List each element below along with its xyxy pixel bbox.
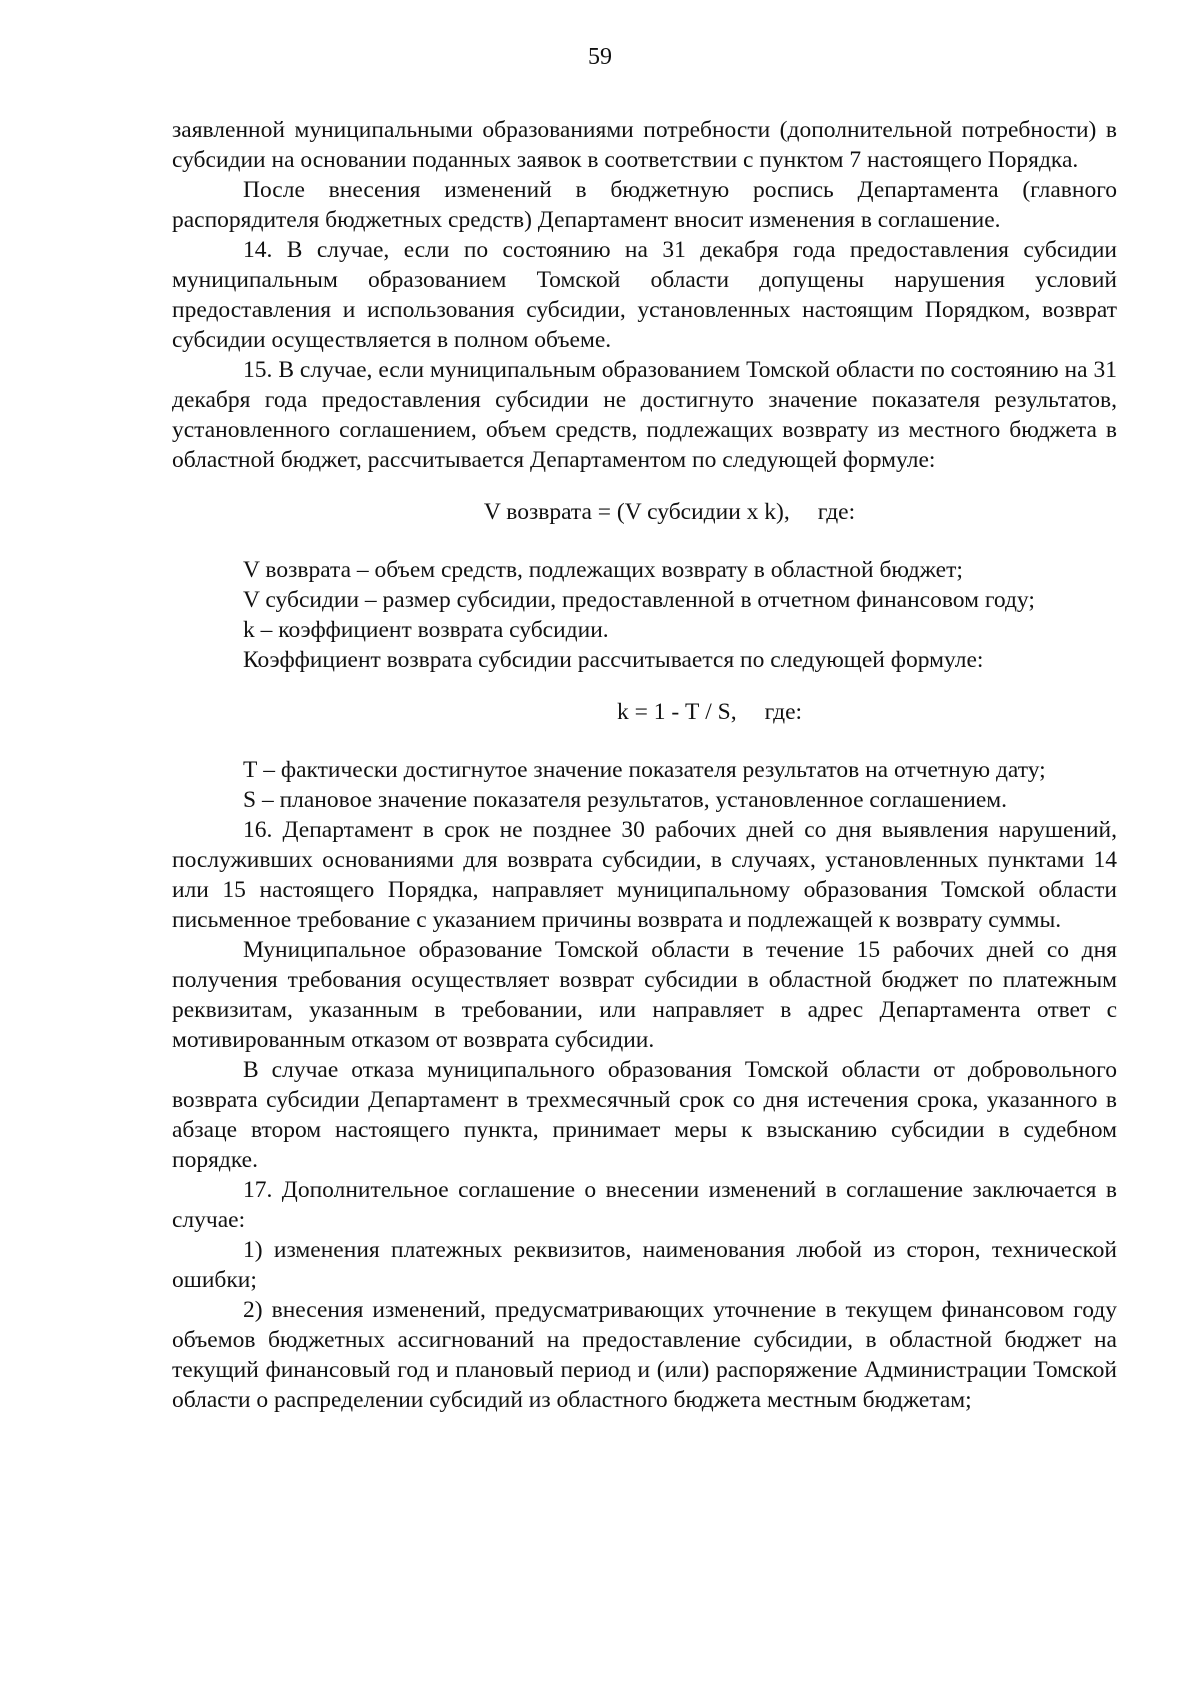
formula-return-coefficient xyxy=(172,675,1117,755)
formula-definition: V возврата – объем средств, подлежащих возврату в областной бюджет; xyxy=(243,557,963,583)
list-item: 1) изменения платежных реквизитов, наименования любой из сторон, технической ошибки; xyxy=(172,1237,1117,1293)
formula-where-label: где: xyxy=(817,499,856,525)
paragraph-item-14: 14. В случае, если по состоянию на 31 декабря года предоставления субсидии муниципальным образованием Томской области допущены нарушения условий предоставления и использования субсидии, установленных настоящим Порядком, возврат субсидии осуществляется в полном объеме. xyxy=(172,237,1117,353)
formula-definition: V субсидии – размер субсидии, предоставленной в отчетном финансовом году; xyxy=(243,587,1035,613)
paragraph: Муниципальное образование Томской области в течение 15 рабочих дней со дня получения требования осуществляет возврат субсидии в областной бюджет по платежным реквизитам, указанным в требовании, или направляет в адрес Департамента ответ с мотивированным отказом от возврата субсидии. xyxy=(172,937,1117,1053)
page-number: 59 xyxy=(588,44,612,70)
formula-definition: S – плановое значение показателя результатов, установленное соглашением. xyxy=(243,787,1008,813)
paragraph-continuation: заявленной муниципальными образованиями потребности (дополнительной потребности) в субсидии на основании поданных заявок в соответствии с пунктом 7 настоящего Порядка. xyxy=(172,117,1117,173)
paragraph-item-15: 15. В случае, если муниципальным образованием Томской области по состоянию на 31 декабря года предоставления субсидии не достигнуто значение показателя результатов, установленного соглашением, объем средств, подлежащих возврату из местного бюджета в областной бюджет, рассчитывается Департаментом по следующей формуле: xyxy=(172,357,1117,473)
formula-where-label: где: xyxy=(764,699,803,725)
paragraph: В случае отказа муниципального образования Томской области от добровольного возврата субсидии Департамент в трехмесячный срок со дня истечения срока, указанного в абзаце втором настоящего пункта, принимает меры к взысканию субсидии в судебном порядке. xyxy=(172,1057,1117,1173)
formula-definition: k – коэффициент возврата субсидии. xyxy=(243,617,609,643)
paragraph: После внесения изменений в бюджетную роспись Департамента (главного распорядителя бюджетных средств) Департамент вносит изменения в соглашение. xyxy=(172,177,1117,233)
paragraph-item-16: 16. Департамент в срок не позднее 30 рабочих дней со дня выявления нарушений, послуживших основаниями для возврата субсидии, в случаях, установленных пунктами 14 или 15 настоящего Порядка, направляет муниципальному образования Томской области письменное требование с указанием причины возврата и подлежащей к возврату суммы. xyxy=(172,817,1117,933)
paragraph: Коэффициент возврата субсидии рассчитывается по следующей формуле: xyxy=(243,647,984,673)
paragraph-item-17: 17. Дополнительное соглашение о внесении изменений в соглашение заключается в случае: xyxy=(172,1177,1117,1233)
formula-definition: Т – фактически достигнутое значение показателя результатов на отчетную дату; xyxy=(243,757,1046,783)
formula-expression: k = 1 - Т / S, xyxy=(616,699,737,725)
formula-return-volume xyxy=(172,475,1117,555)
list-item: 2) внесения изменений, предусматривающих уточнение в текущем финансовом году объемов бюджетных ассигнований на предоставление субсидии, в областной бюджет на текущий финансовый год и плановый период и (или) распоряжение Администрации Томской области о распределении субсидий из областного бюджета местным бюджетам; xyxy=(172,1297,1117,1413)
formula-expression: V возврата = (V субсидии х k), xyxy=(483,499,790,525)
document-body xyxy=(172,115,1117,1415)
